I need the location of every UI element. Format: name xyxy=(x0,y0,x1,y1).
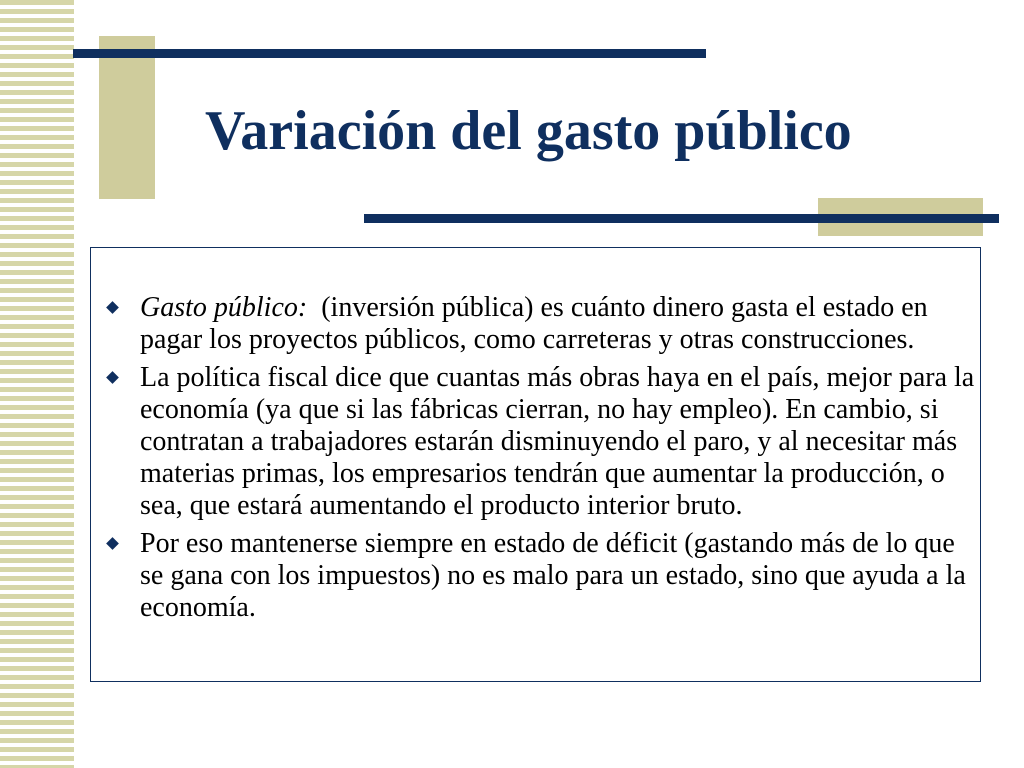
decorative-bar-middle xyxy=(364,214,999,223)
decorative-stripes xyxy=(0,0,74,768)
bullet-item xyxy=(104,362,984,522)
bullet-list xyxy=(104,292,984,630)
bullet-item xyxy=(104,528,984,624)
slide-title: Variación del gasto público xyxy=(205,100,852,162)
diamond-bullet-icon xyxy=(106,537,119,550)
diamond-bullet-icon xyxy=(106,371,119,384)
bullet-item xyxy=(104,292,984,356)
bullet-term: Gasto público: xyxy=(140,292,308,323)
decorative-bar-top xyxy=(73,49,706,58)
diamond-bullet-icon xyxy=(106,301,119,314)
decorative-block-top xyxy=(99,36,155,199)
bullet-text: Por eso mantenerse siempre en estado de déficit (gastando más de lo que se gana con los impuestos) no es malo para un estado, sino que ayuda a la economía. xyxy=(140,528,966,623)
bullet-text: (inversión pública) es cuánto dinero gasta el estado en pagar los proyectos públicos, como carreteras y otras construcciones. xyxy=(140,292,935,355)
bullet-text: La política fiscal dice que cuantas más obras haya en el país, mejor para la economía (ya que si las fábricas cierran, no hay empleo). En cambio, si contratan a trabajadores estarán disminuyendo el paro, y al necesitar más materias primas, los empresarios tendrán que aumentar la producción, o sea, que estará aumentando el producto interior bruto. xyxy=(140,362,975,521)
